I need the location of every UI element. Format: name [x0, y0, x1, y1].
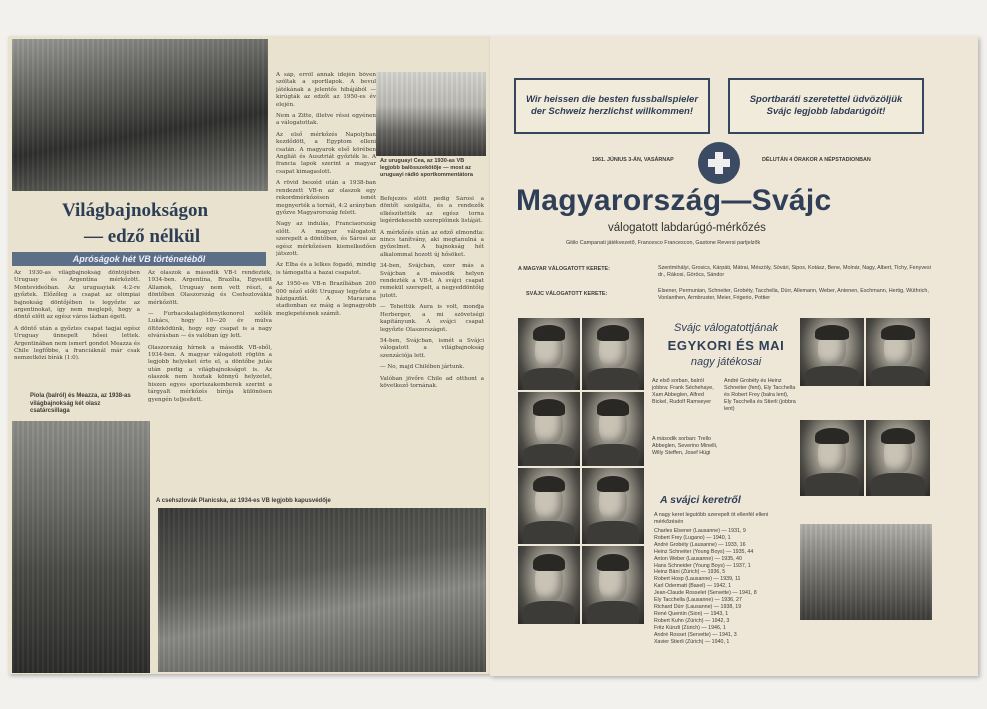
- roster-item: Karl Odermatt (Basel) — 1942, 1: [654, 583, 732, 590]
- roster-item: Richard Dürr (Lausanne) — 1938, 19: [654, 603, 742, 610]
- greeting-german: Wir heissen die besten fussballspieler der Schweiz herzlichst willkommen!: [514, 78, 710, 134]
- roster-intro: A nagy keret legutóbb szerepelt öt ellenfél elleni mérkőzésén: [654, 512, 769, 525]
- roster-item: Heinz Schneiter (Young Boys) — 1935, 44: [654, 548, 754, 555]
- roster-list: [654, 528, 796, 645]
- portrait-ramseyer: [582, 392, 644, 466]
- portrait-sechehaye: [518, 318, 580, 390]
- portrait-bickel: [518, 392, 580, 466]
- roster-item: Robert Kuhn (Zürich) — 1942, 3: [654, 617, 730, 624]
- feature-title-2: EGYKORI ÉS MAI: [667, 338, 785, 353]
- photo-planicska-dive: [158, 508, 486, 672]
- roster-item: Robert Hosp (Lausanne) — 1939, 11: [654, 576, 741, 583]
- ch-squad-list: Elsener, Permunian, Schneiter, Grobéty, Tacchella, Dürr, Allemann, Weber, Antenen, Eschmann, Hertig, Wüthrich, Vonlanthen, Armbruster, Meier, Frigerio, Pottier: [658, 288, 929, 301]
- swiss-cross-emblem: [698, 142, 740, 184]
- roster-item: Ely Tacchella (Lausanne) — 1936, 27: [654, 597, 742, 604]
- portrait-abbeglen: [582, 318, 644, 390]
- referees: Gitilo Campanati játékvezető, Francesco Francescon, Gastone Reversi partjelzők: [566, 240, 761, 246]
- feature-caption-lower: A második sorban: Trello Abbeglen, Severino Minelli, Willy Steffen, Josef Hügi: [652, 436, 718, 456]
- roster-item: Fritz Künzli (Zürich) — 1946, 1: [654, 624, 726, 631]
- photo-crowd-celebration: [12, 39, 268, 191]
- photo-piola-meazza: [12, 421, 150, 673]
- feature-title-1: Svájc válogatottjának: [674, 322, 778, 334]
- photo-training-group: [800, 524, 932, 620]
- match-title: Magyarország—Svájc: [516, 184, 832, 217]
- hu-squad-list: Szentmihályi, Grosics, Kárpáti, Mátrai, Mészöly, Sóvári, Sipos, Kotász, Bene, Molnár, Nagy, Albert, Tichy, Fenyvesi dr., Rákosi, Göröcs, Sándor: [658, 265, 931, 278]
- feature-caption-right: André Grobéty és Heinz Schneiter (fent), Ely Tacchella és Robert Frey (balra lent), Ely Tacchella és Stierli (jobbra lent): [724, 378, 796, 412]
- roster-item: Jean-Claude Rosselet (Servette) — 1941, 8: [654, 590, 757, 597]
- portrait-tacchella: [800, 420, 864, 496]
- headline-line-2: — edző nélkül: [84, 226, 201, 247]
- left-page: [8, 36, 490, 674]
- roster-item: René Quentin (Sion) — 1943, 1: [654, 610, 729, 617]
- photo-cea-car: [376, 72, 486, 156]
- roster-item: Charles Elsener (Lausanne) — 1931, 9: [654, 528, 746, 534]
- portrait-hugi: [582, 546, 644, 624]
- portrait-trello-abbeglen: [518, 468, 580, 544]
- hu-squad-label: A MAGYAR VÁLOGATOTT KERETE:: [518, 266, 610, 272]
- roster-item: Xavier Stierli (Zürich) — 1940, 1: [654, 638, 730, 645]
- portrait-frey: [866, 420, 930, 496]
- match-date: 1961. JÚNIUS 3-ÁN, VASÁRNAP: [592, 157, 674, 163]
- greeting-hungarian: Sportbaráti szeretettel üdvözöljük Svájc legjobb labdarúgóit!: [728, 78, 924, 134]
- article-column-1: Az 1930-as világbajnokság döntőjében Uruguay és Argentína mérkőzött. Montevideóban. Az uruguayiak 4:2-re győztek. Előzőleg a csapat az olimpiai bajnokság döntőjében is legyőzte az argentinokat, így nem meglepő, hogy a döntő előtt az egész város lázban égett. A döntő után a győztes csapat tagjai egész Uruguay ünnepelt hősei lettek. Argentinában nem ismert gondot Meazza és Chile legfőbbe, a franciáknál már csak nemzetközi bírák (1:0).: [14, 270, 140, 362]
- article-column-4: Befejezés előtt pedig Sárosi a döntőt szolgálta, és a rendezők elkészítették az egész torna legérdekesebb szereplőinek listáját. A mérkőzés után az edző elmondta: nincs tanítvány, aki megtanulná a győzelmet. A bajnokság hét alkalommal hozott új hősöket. 34-ben, Svájcban, ezer más a Svájcban a második helyen rendezték a VB-t. A svájci csapat remekül szerepelt, a negyeddöntőig jutott. — Tehettük Aura is volt, mondja Herberger, a mi szövetségi kapitányunk. A svájci csapat legyőzte Olaszországot. 54-ben, Svájcban, ismét a Svájci válogatott a világbajnokság szenzációja lett. — No, majd Chilében jártunk. Valóban jövőre Chile ad otthont a következő tornának.: [380, 196, 484, 389]
- ch-squad-label: SVÁJC VÁLOGATOTT KERETE:: [526, 291, 608, 297]
- article-column-3: A sáp, erről annak idején bőven szóltak a sportlapok. A bevul játékának a jelentős hibájából — kirúgták az edzőt az 1950-es év elején. Nem a Zitte, illetve réssi egyénen a válogatottak. Az első mérkőzés Napolyban kezdődött, a Egyptom elleni csatán. A magyarok első körében Angliát és Ausztriát győzték le. A francia lapok szerint a magyar csapat kimagaslott. A rövid beszéd után a 1938-ban rendezett VB-n az olaszok egy rekordmérkőzésen ismét megnyerték a tornát, 4:2 arányban győzve Magyarország felett. Nagy az indulás, Franciaország előtt. A magyar válogatott szerepelt a döntőben, és Sárosi az egész mérkőzésen kiemelkedően játszott. Az Elba és a lelkes fogadó, mindig is támogatta a hazai csapatot. Az 1950-es VB-n Brazíliában 200 000 néző előtt Uruguay legyőzte a házigazdát. A Maracana stadionban ez máig a legnagyobb meglepetésnek számít.: [276, 72, 376, 317]
- roster-item: André Grobéty (Lausanne) — 1933, 16: [654, 541, 746, 548]
- roster-item: André Rosset (Servette) — 1941, 3: [654, 631, 737, 638]
- right-page: [490, 36, 978, 676]
- portrait-steffen: [518, 546, 580, 624]
- roster-item: Heinz Bäni (Zürich) — 1936, 5: [654, 569, 726, 576]
- caption-planicska: A csehszlovák Planicska, az 1934-es VB legjobb kapusvédője: [156, 498, 331, 504]
- subtitle-bar: Apróságok hét VB történetéből: [12, 252, 266, 266]
- roster-item: Anton Weber (Lausanne) — 1935, 40: [654, 555, 742, 562]
- caption-cea: Az uruguayi Cea, az 1930-as VB legjobb balösszekötője — most az uruguayi rádió sportkommentátora: [380, 158, 473, 178]
- feature-title-3: nagy játékosai: [690, 356, 762, 368]
- article-column-2: Az olaszok a második VB-t rendezték, 1934-ben. Argentína, Brazília, Egyesült Államok, Uruguay nem vett részt, a döntőben Olaszország és Csehszlovákia mérkőzött. — Furbacskalaglédenyikonorol szőlék Lukács, hogy 10—20 év múlva öltözködünk, hogy egy csapat is a nagy elvárásban — és valóban így lett. Olaszország hírnek a második VB-sből, 1934-ben. A magyar válogatott rögtön a legjobb helyeket érte el, a döntőbe jutás után pedig a világbajnokságot is. Az olaszok nem hoztak könnyű helyzetet, hiszen egyes sportszakemberek szerint a tárgyalt mérkőzés bírója különösen gyengén teljesített.: [148, 270, 272, 403]
- feature-caption-left: Az első sorban, balról jobbra: Frank Séchehaye, Xam Abbeglen, Alfred Bickel, Rudolf Ramseyer: [652, 378, 714, 405]
- portrait-grobety: [800, 318, 864, 386]
- portrait-minelli: [582, 468, 644, 544]
- headline-line-1: Világbajnokságon: [62, 200, 209, 221]
- roster-title: A svájci keretről: [660, 494, 741, 506]
- caption-piola-meazza: Piola (balról) és Meazza, az 1938-as világbajnokság két olasz csatárcsillaga: [30, 393, 131, 415]
- match-subtitle: válogatott labdarúgó-mérkőzés: [608, 222, 766, 234]
- match-time-venue: DÉLUTÁN 4 ÓRAKOR A NÉPSTADIONBAN: [762, 157, 871, 163]
- roster-item: Hans Schneider (Young Boys) — 1937, 1: [654, 562, 751, 569]
- roster-item: Robert Frey (Lugano) — 1940, 1: [654, 534, 731, 541]
- portrait-schneiter: [866, 318, 930, 386]
